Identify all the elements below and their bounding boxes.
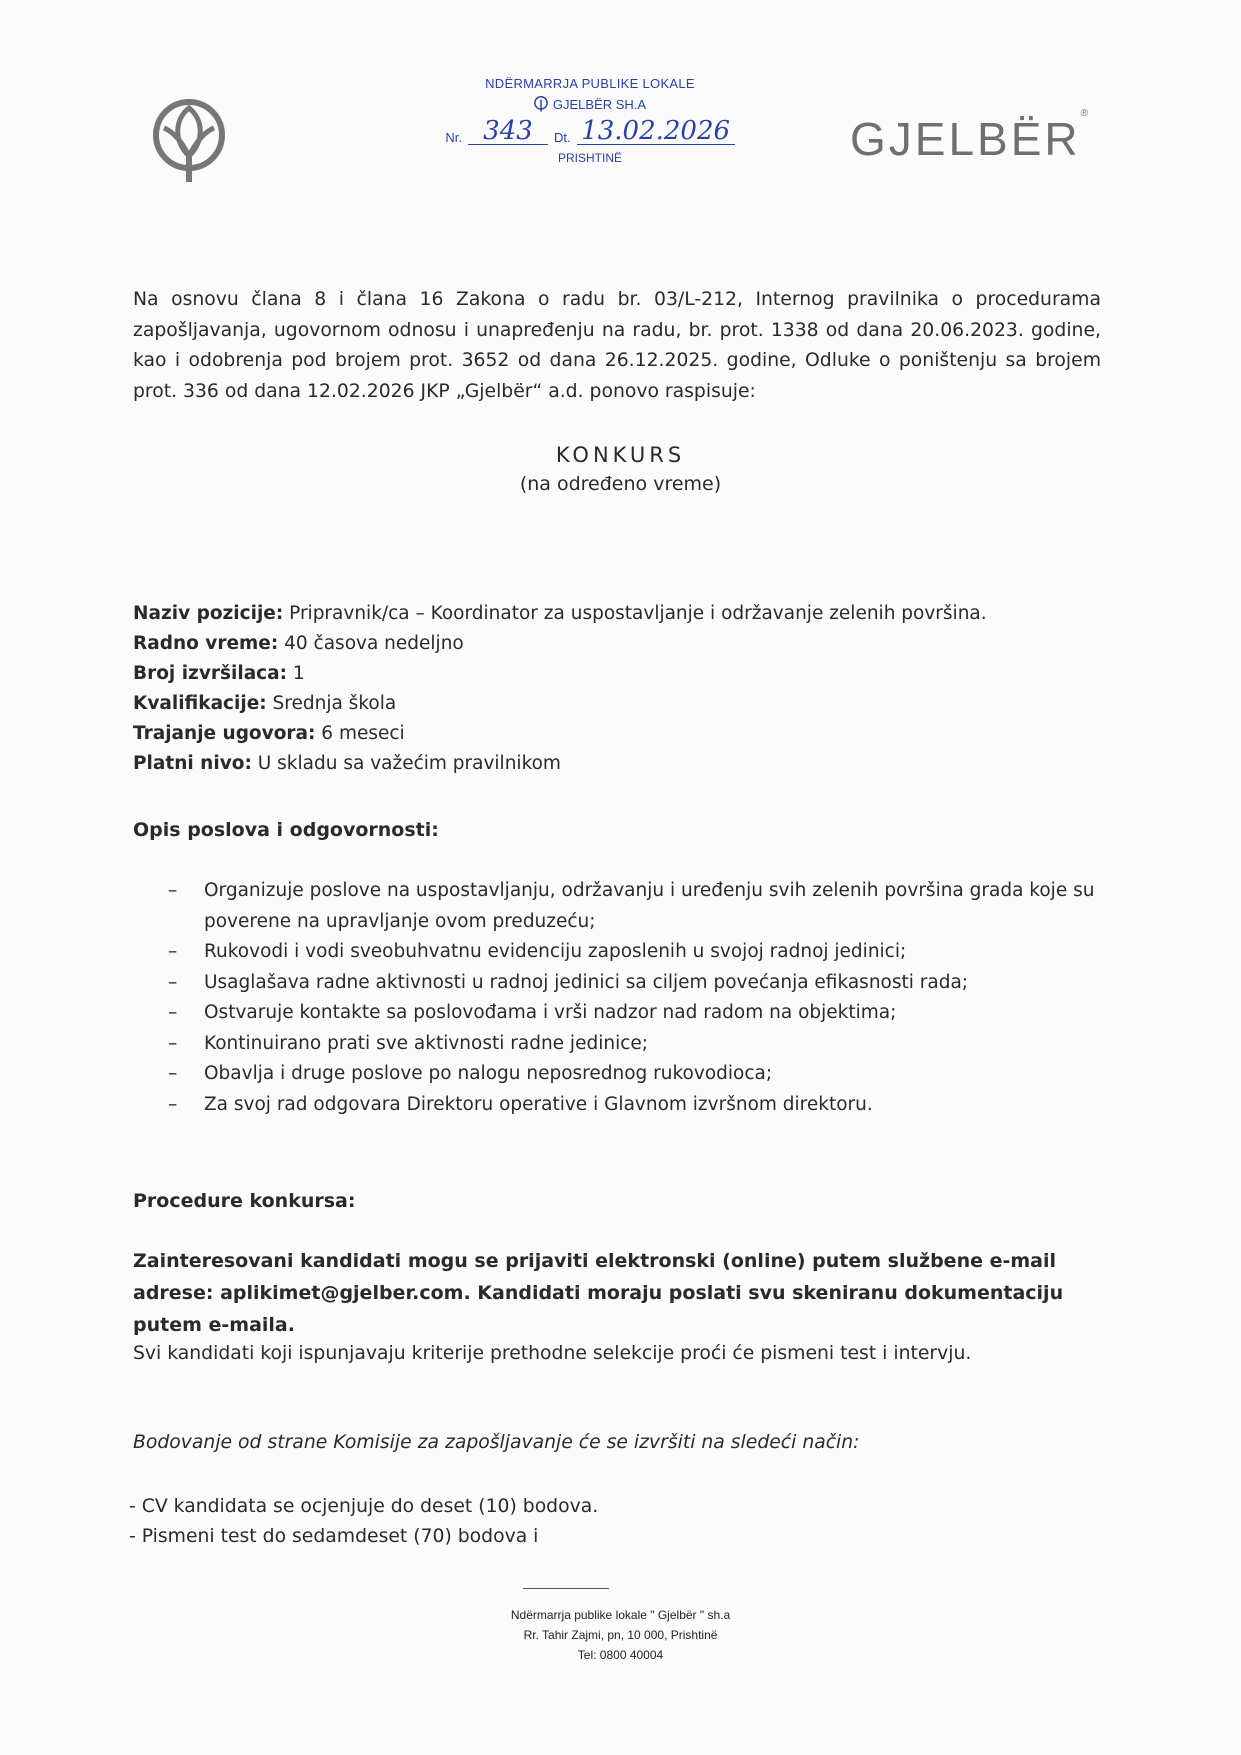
document-subtitle: (na određeno vreme) bbox=[519, 473, 722, 495]
field-position-name: Naziv pozicije: Pripravnik/ca – Koordinator za uspostavljanje i održavanje zelenih površina. bbox=[133, 603, 987, 624]
stamp-dt-label: Dt. bbox=[554, 130, 571, 145]
document-title: KONKURS bbox=[555, 443, 686, 467]
document-title-block bbox=[0, 443, 1241, 495]
list-item: – Obavlja i druge poslove po nalogu neposrednog rukovodioca; bbox=[168, 1059, 1108, 1090]
company-logo: GJELBËR® bbox=[850, 108, 1092, 165]
position-details bbox=[133, 599, 987, 779]
stamp-company-name: GJELBËR SH.A bbox=[552, 96, 647, 112]
field-qualifications: Kvalifikacije: Srednja škola bbox=[133, 693, 397, 714]
registry-stamp bbox=[420, 76, 760, 165]
stamp-number-date bbox=[420, 118, 760, 145]
list-item: - Pismeni test do sedamdeset (70) bodova i bbox=[129, 1526, 539, 1547]
footer bbox=[0, 1605, 1241, 1665]
list-item: – Ostvaruje kontakte sa poslovođama i vrši nadzor nad radom na objektima; bbox=[168, 998, 1108, 1029]
company-emblem-icon bbox=[152, 98, 226, 184]
field-pay-level: Platni nivo: U skladu sa važećim pravilnikom bbox=[133, 753, 561, 774]
stamp-city: PRISHTINË bbox=[557, 151, 622, 165]
footer-phone: Tel: 0800 40004 bbox=[577, 1648, 664, 1662]
list-item: – Za svoj rad odgovara Direktoru operative i Glavnom izvršnom direktoru. bbox=[168, 1090, 1108, 1121]
stamp-company-line bbox=[420, 96, 760, 112]
footer-company: Ndërmarrja publike lokale " Gjelbër " sh.a bbox=[510, 1608, 731, 1622]
duties-heading: Opis poslova i odgovornosti: bbox=[133, 819, 439, 841]
procedure-heading: Procedure konkursa: bbox=[133, 1190, 356, 1212]
intro-paragraph: Na osnovu člana 8 i člana 16 Zakona o radu br. 03/L-212, Internog pravilnika o procedurama zapošljavanja, ugovornom odnosu i unapređenju na radu, br. prot. 1338 od dana 20.06.2023. godine, kao i odobrenja pod brojem prot. 3652 od dana 26.12.2025. godine, Odluke o poništenju sa brojem prot. 336 od dana 12.02.2026 JKP „Gjelbër“ a.d. ponovo raspisuje: bbox=[133, 289, 1101, 402]
list-item: – Rukovodi i vodi sveobuhvatnu evidenciju zaposlenih u svojoj radnoj jedinici; bbox=[168, 937, 1108, 968]
duties-list bbox=[168, 876, 1108, 1120]
field-contract-duration: Trajanje ugovora: 6 meseci bbox=[133, 723, 405, 744]
list-item: – Organizuje poslove na uspostavljanju, održavanju i uređenju svih zelenih površina grada koje su poverene na upravljanje ovom preduzeću; bbox=[168, 876, 1108, 937]
stamp-emblem-icon bbox=[534, 96, 548, 112]
list-item: – Kontinuirano prati sve aktivnosti radne jedinice; bbox=[168, 1029, 1108, 1060]
company-logo-text: GJELBËR bbox=[850, 113, 1081, 165]
list-item: - CV kandidata se ocjenjuje do deset (10) bodova. bbox=[129, 1496, 599, 1517]
stamp-nr-label: Nr. bbox=[445, 130, 462, 145]
scoring-intro: Bodovanje od strane Komisije za zapošljavanje će se izvršiti na sledeći način: bbox=[133, 1432, 860, 1453]
field-working-hours: Radno vreme: 40 časova nedeljno bbox=[133, 633, 464, 654]
stamp-dt-value: 13.02.2026 bbox=[577, 118, 735, 145]
field-number-of-positions: Broj izvršilaca: 1 bbox=[133, 663, 305, 684]
selection-note: Svi kandidati koji ispunjavaju kriterije prethodne selekcije proći će pismeni test i intervju. bbox=[133, 1343, 972, 1364]
stamp-nr-value: 343 bbox=[468, 118, 548, 145]
footer-address: Rr. Tahir Zajmi, pn, 10 000, Prishtinë bbox=[523, 1628, 718, 1642]
stamp-org-name: NDËRMARRJA PUBLIKE LOKALE bbox=[485, 76, 695, 91]
list-item: – Usaglašava radne aktivnosti u radnoj jedinici sa ciljem povećanja efikasnosti rada; bbox=[168, 968, 1108, 999]
scoring-list bbox=[129, 1492, 598, 1552]
application-instructions: Zainteresovani kandidati mogu se prijaviti elektronski (online) putem službene e-mail adrese: aplikimet@gjelber.com. Kandidati moraju poslati svu skeniranu dokumentaciju putem e-maila. bbox=[133, 1250, 1064, 1336]
footer-divider bbox=[523, 1588, 609, 1589]
